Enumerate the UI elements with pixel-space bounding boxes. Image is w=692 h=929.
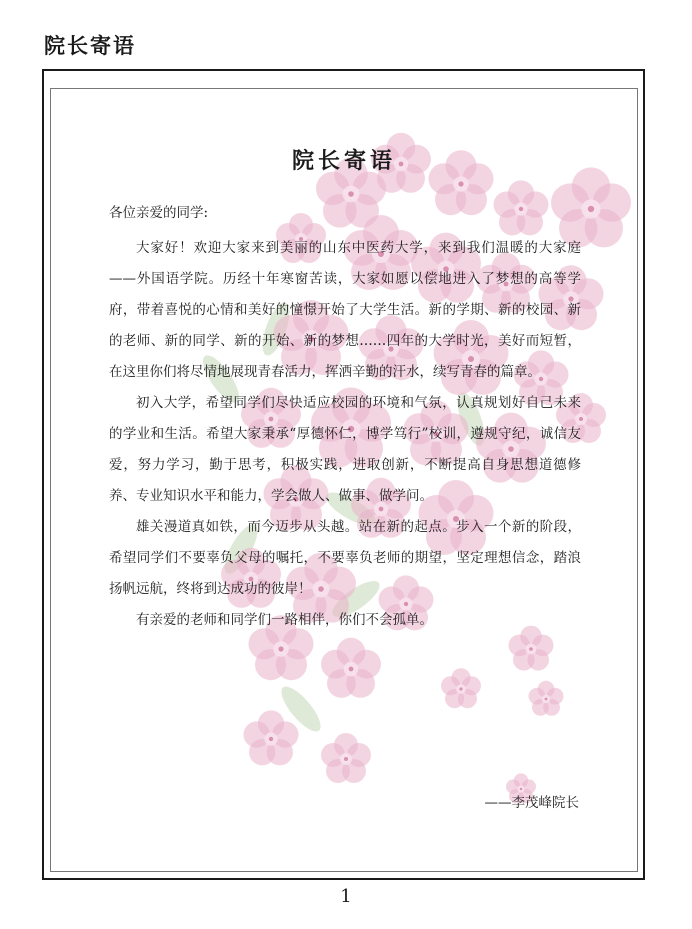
section-title: 院长寄语 [44, 33, 136, 58]
letter-paragraph: 大家好！欢迎大家来到美丽的山东中医药大学，来到我们温暖的大家庭——外国语学院。历经十年寒窗苦读，大家如愿以偿地进入了梦想的高等学府，带着喜悦的心情和美好的憧憬开始了大学生活。新的学期、新的校园、新的老师、新的同学、新的开始、新的梦想……四年的大学时光，美好而短暂，在这里你们将尽情地展现青春活力，挥洒辛勤的汗水，续写青春的篇章。 [109, 240, 581, 380]
letter-paragraph: 有亲爱的老师和同学们一路相伴，你们不会孤单。 [136, 612, 433, 628]
letter-content [51, 89, 637, 871]
page-number: 1 [340, 886, 352, 907]
letter-paragraph: 初入大学，希望同学们尽快适应校园的环境和气氛，认真规划好自己未来的学业和生活。希望大家秉承“厚德怀仁，博学笃行”校训，遵规守纪，诚信友爱，努力学习，勤于思考，积极实践，进取创新，不断提高自身思想道德修养、专业知识水平和能力，学会做人、做事、做学问。 [109, 395, 581, 504]
letter-title: 院长寄语 [291, 148, 396, 174]
letter-body [109, 233, 581, 636]
letter-greeting: 各位亲爱的同学: [109, 205, 209, 221]
letter-paragraph: 雄关漫道真如铁，而今迈步从头越。站在新的起点。步入一个新的阶段，希望同学们不要辜负父母的嘱托，不要辜负老师的期望，坚定理想信念，踏浪扬帆远航，终将到达成功的彼岸！ [109, 519, 581, 597]
letter-panel [50, 88, 638, 872]
letter-signature: ——李茂峰院长 [484, 795, 579, 811]
